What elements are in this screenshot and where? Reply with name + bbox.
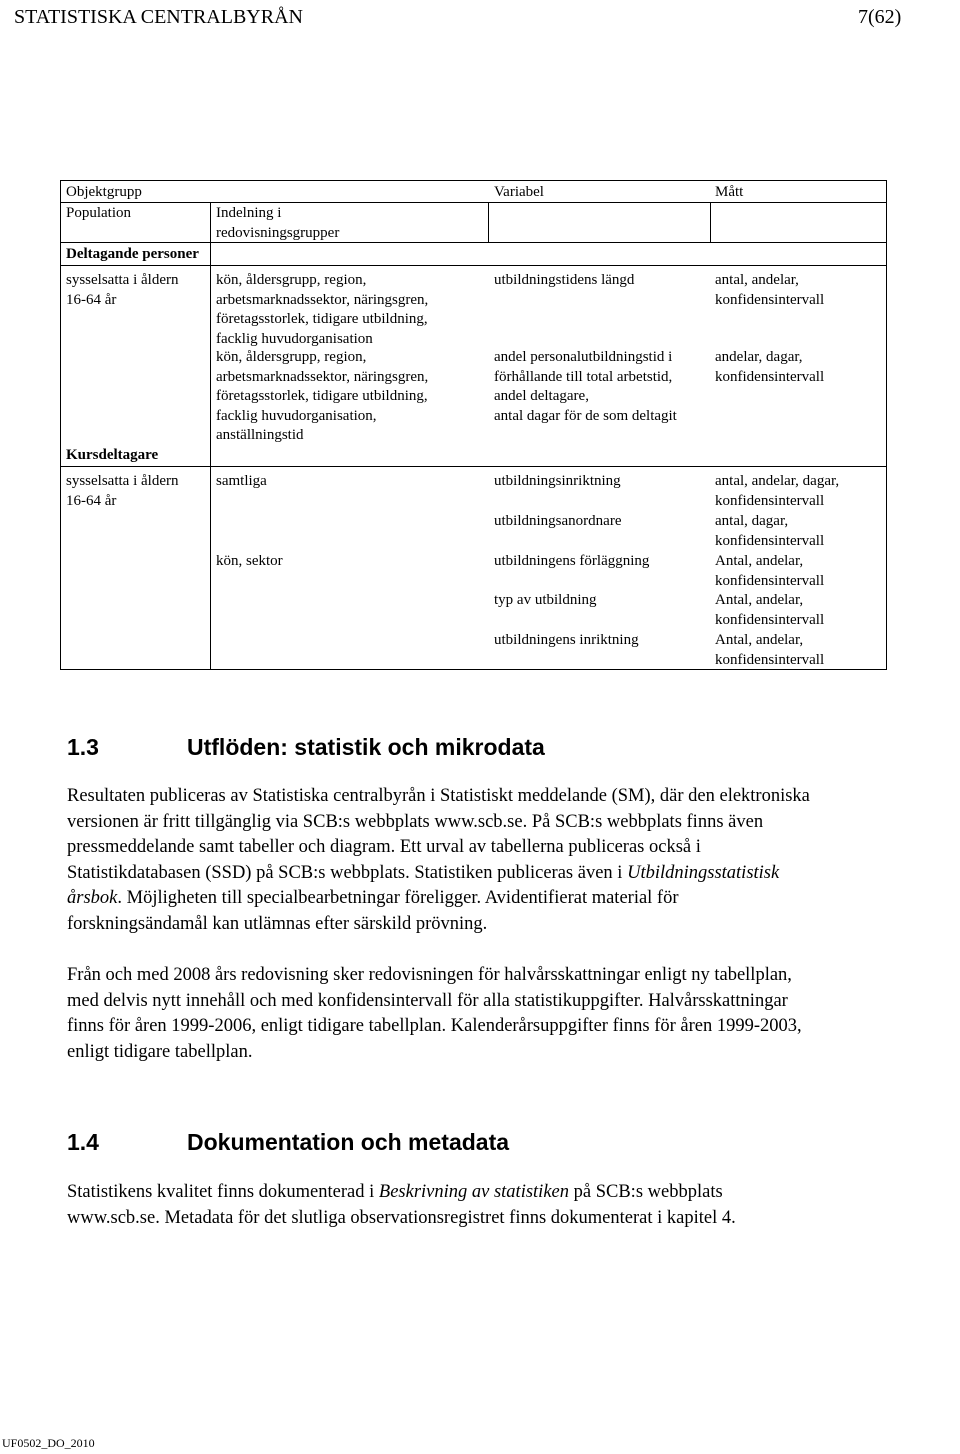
matt-cell: Antal, andelar, konfidensintervall bbox=[715, 632, 825, 668]
table-rule bbox=[60, 242, 887, 243]
population-cell: sysselsatta i åldern 16-64 år bbox=[66, 473, 179, 509]
col-indelning: Indelning i redovisningsgrupper bbox=[216, 205, 340, 241]
table-rule bbox=[710, 202, 711, 242]
indelning-cell: samtliga bbox=[216, 473, 267, 489]
table-rule bbox=[488, 202, 489, 242]
page-number: 7(62) bbox=[858, 6, 902, 28]
variabel-cell: utbildningens förläggning bbox=[494, 553, 650, 569]
section-1-3-paragraph-1: Resultaten publiceras av Statistiska centralbyrån i Statistiskt meddelande (SM), där den elektroniska versionen är fritt tillgänglig via SCB:s webbplats www.scb.se. På SCB:s webbplats finns även pressmeddelande samt tabeller och diagram. Ett urval av tabellerna publiceras också i Statistikdatabasen (SSD) på SCB:s webbplats. Statistiken publiceras även i Utbildningsstatistisk årsbok. Möjligheten till specialbearbetningar föreligger. Avidentifierat material för forskningsändamål kan utlämnas efter särskild prövning. bbox=[67, 786, 810, 934]
table-rule bbox=[60, 202, 887, 203]
population-cell: sysselsatta i åldern 16-64 år bbox=[66, 272, 179, 308]
variabel-cell: typ av utbildning bbox=[494, 592, 597, 608]
indelning-cell: kön, åldersgrupp, region, arbetsmarknadssektor, näringsgren, företagsstorlek, tidigare utbildning, facklig huvudorganisation, anställningstid bbox=[216, 349, 429, 443]
matt-cell: antal, andelar, dagar, konfidensintervall bbox=[715, 473, 840, 509]
variabel-cell: utbildningstidens längd bbox=[494, 272, 635, 288]
section-title: Utflöden: statistik och mikrodata bbox=[187, 734, 545, 760]
matt-cell: Antal, andelar, konfidensintervall bbox=[715, 592, 825, 628]
table-rule bbox=[210, 202, 211, 669]
table-border-left bbox=[60, 180, 61, 670]
header-org: STATISTISKA CENTRALBYRÅN bbox=[14, 6, 303, 28]
section-title: Dokumentation och metadata bbox=[187, 1129, 510, 1155]
table-border-right bbox=[886, 180, 887, 670]
table-rule bbox=[60, 265, 887, 266]
section-1-3-paragraph-2: Från och med 2008 års redovisning sker redovisningen för halvårsskattningar enligt ny tabellplan, med delvis nytt innehåll och med konfidensintervall för alla statistikuppgifter. Halvårsskattningar finns för åren 1999-2006, enligt tidigare tabellplan. Kalenderårsuppgifter finns för åren 1999-2003, enligt tidigare tabellplan. bbox=[67, 965, 802, 1062]
section-kursdeltagare: Kursdeltagare bbox=[66, 447, 159, 463]
col-objektgrupp: Objektgrupp bbox=[66, 184, 142, 200]
matt-cell: Antal, andelar, konfidensintervall bbox=[715, 553, 825, 589]
table-rule bbox=[60, 466, 887, 467]
variabel-cell: utbildningsanordnare bbox=[494, 513, 622, 529]
variabel-cell: utbildningens inriktning bbox=[494, 632, 639, 648]
section-heading-1-4 bbox=[67, 1129, 509, 1156]
section-deltagande: Deltagande personer bbox=[66, 246, 199, 262]
section-heading-1-3 bbox=[67, 734, 545, 761]
col-matt: Mått bbox=[715, 184, 744, 200]
matt-cell: antal, dagar, konfidensintervall bbox=[715, 513, 825, 549]
matt-cell: antal, andelar, konfidensintervall bbox=[715, 272, 825, 308]
matt-cell: andelar, dagar, konfidensintervall bbox=[715, 349, 825, 385]
col-population: Population bbox=[66, 205, 132, 221]
footer-doc-id: UF0502_DO_2010 bbox=[2, 1436, 95, 1450]
indelning-cell: kön, åldersgrupp, region, arbetsmarknadssektor, näringsgren, företagsstorlek, tidigare utbildning, facklig huvudorganisation bbox=[216, 272, 429, 347]
section-number: 1.4 bbox=[67, 1129, 99, 1155]
table-border-top bbox=[60, 180, 887, 181]
indelning-cell: kön, sektor bbox=[216, 553, 283, 569]
section-number: 1.3 bbox=[67, 734, 99, 760]
section-1-4-paragraph: Statistikens kvalitet finns dokumenterad i Beskrivning av statistiken på SCB:s webbplats www.scb.se. Metadata för det slutliga observationsregistret finns dokumenterat i kapitel 4. bbox=[67, 1182, 736, 1228]
col-variabel: Variabel bbox=[494, 184, 544, 200]
variabel-cell: andel personalutbildningstid i förhållande till total arbetstid, andel deltagare, antal dagar för de som deltagit bbox=[494, 349, 677, 424]
variabel-cell: utbildningsinriktning bbox=[494, 473, 621, 489]
